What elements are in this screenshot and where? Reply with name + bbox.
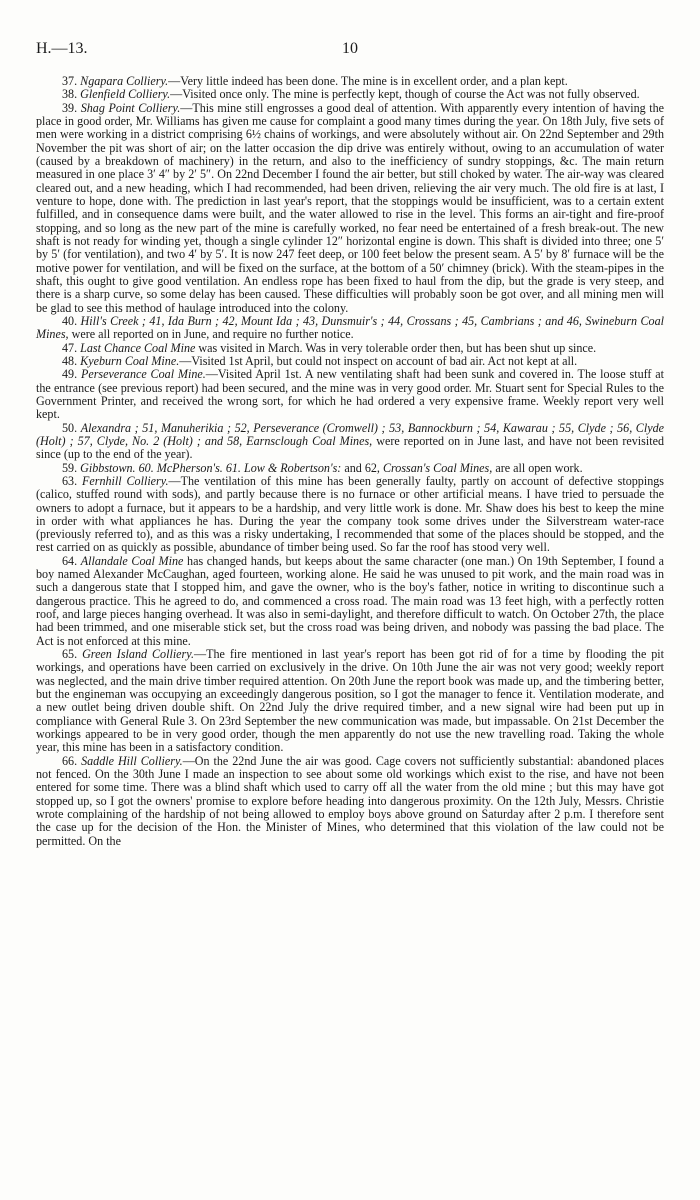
mine-name: Glenfield Colliery. [80,87,171,102]
paragraph-allandale: 64. Allandale Coal Mine has changed hands, but keeps about the same character (one man.) On 19th September, I found a boy named Alexander McCaughan, aged fourteen, working alone. He said he was unused to pit work, and the main road was in such a dangerous state that I stopped him, and gave the owner, who is the boy's father, notice in writing to discontinue such a dangerous practice. This he agreed to do, and commenced a cross road. The main road was 13 feet high, with a perfectly rotten roof, and large pieces hanging overhead. It was also in semi-daylight, and therefore difficult to watch. On October 27th, the place had been trimmed, and one miserable stick set, but the cross road was being driven, and nobody was passing the bad place. The Act is not enforced at this mine. [36,553,664,648]
mine-name: Perseverance Coal Mine. [80,367,206,382]
mine-name: Saddle Hill Colliery. [81,753,183,768]
paragraph-shag-point: 39. Shag Point Colliery.—This mine still engrosses a good deal of attention. With apparently every intention of having the place in good order, Mr. Williams has given me cause for complaint a good many times during the year. On 18th July, five sets of men were working in a district comprising 6½ chains of workings, and were absolutely without air. On 22nd September and 29th November the pit was short of air; on the latter occasion the dip drive was entirely without, owing to an accumulation of water (caused by a breakdown of machinery) in the return, and also to the inefficiency of sundry stoppings, &c. The main return measured in one place 3′ 4″ by 2′ 5″. On 22nd December I found the air better, but still choked by water. The air-way was cleared cleared out, and a new heading, which I had recommended, had been driven, relieving the air very much. The old fire is at last, I venture to hope, done with. The prediction in last year's report, that the stoppings would be insufficient, was to a certain extent fulfilled, and in consequence dams were built, and the water allowed to rise in the level. This forms an air-tight and fire-proof stopping, and so long as the new part of the mine is carefully worked, no fear need be entertained of a fresh break-out. The new shaft is not ready for winding yet, though a single cylinder 12″ horizontal engine is down. This shaft is divided into three; one 5′ by 5′ (for ventilation), and two 4′ by 5′. It is now 247 feet deep, or 100 feet below the present seam. A 5′ by 8′ furnace will be the motive power for ventilation, and will be fixed on the surface, at the bottom of a 50′ chimney (brick). With the steam-pipes in the shaft, this ought to give good ventilation. An endless rope has been fixed to haul from the dip, but the grade is very steep, and there is a sharp curve, so some delay has been caused. These difficulties will probably soon be got over, and all mining men will be glad to see this method of haulage introduced into the colony. [36,100,665,315]
paragraph-kyeburn: 48. Kyeburn Coal Mine.—Visited 1st April, but could not inspect on account of bad air. Act not kept at all. [62,353,578,368]
mine-name: Hill's Creek ; 41, Ida Burn ; 42, Mount Ida ; 43, Dunsmuir's ; 44, Crossans ; 45, Cambrians ; and 46, Swineburn Coal Mines, [36,313,665,342]
page-number: 10 [342,40,358,57]
paragraph-hills-creek-group: 40. Hill's Creek ; 41, Ida Burn ; 42, Mount Ida ; 43, Dunsmuir's ; 44, Crossans ; 45, Cambrians ; and 46, Swineburn Coal Mines, were all reported on in June, and require no further notice. [36,313,665,342]
paragraph-saddle-hill: 66. Saddle Hill Colliery.—On the 22nd June the air was good. Cage covers not sufficiently substantial: abandoned places not fenced. On the 30th June I made an inspection to see about some old workings which exist to the rise, and have not been entered for some time. There was a blind shaft which used to carry off all the water from the old mine ; but this may have got stopped up, so I got the owners' promise to explore before heading into dangerous proximity. On the 12th July, Messrs. Christie wrote complaining of the hardship of not being allowed to employ boys above ground on Saturday after 2 p.m. I therefore sent the case up for the decision of the Hon. the Minister of Mines, who determined that this violation of the law could not be permitted. On the [36,753,664,848]
paragraph-last-chance: 47. Last Chance Coal Mine was visited in March. Was in very tolerable order then, but has been shut up since. [62,340,597,355]
mine-name: Alexandra ; 51, Manuherikia ; 52, Perseverance (Cromwell) ; 53, Bannockburn ; 54, Kawarau ; 55, Clyde ; 56, Clyde (Holt) ; 57, Clyde, No. 2 (Holt) ; and 58, Earnsclough Coal Mines, [36,420,665,448]
paragraph-gibbstown-group: 59. Gibbstown. 60. McPherson's. 61. Low & Robertson's: and 62, Crossan's Coal Mines, are all open work. [62,460,583,475]
report-body [36,75,664,848]
mine-name: Green Island Colliery. [82,647,194,662]
mine-name: Shag Point Colliery. [80,100,181,115]
mine-name: Kyeburn Coal Mine. [80,353,180,368]
mine-name: Gibbstown. 60. McPherson's. 61. Low & Robertson's: [80,460,342,475]
paragraph-alexandra-group: 50. Alexandra ; 51, Manuherikia ; 52, Perseverance (Cromwell) ; 53, Bannockburn ; 54, Kawarau ; 55, Clyde ; 56, Clyde (Holt) ; 57, Clyde, No. 2 (Holt) ; and 58, Earnsclough Coal Mines, were reported on in June last, and have not been revisited since (up to the end of the year). [36,420,665,462]
page-header [36,40,664,64]
mine-name: Crossan's Coal Mines, [382,460,493,475]
paragraph-perseverance: 49. Perseverance Coal Mine.—Visited April 1st. A new ventilating shaft had been sunk and covered in. The loose stuff at the entrance (see previous report) had been secured, and the mine was in very good order. Mr. Stuart sent for Special Rules to the Government Printer, and received the wrong sort, for which he had ordered a very expensive frame. Weekly report very well kept. [36,367,665,422]
paragraph-glenfield: 38. Glenfield Colliery.—Visited once only. The mine is perfectly kept, though of course the Act was not fully observed. [62,87,640,102]
paragraph-green-island: 65. Green Island Colliery.—The fire mentioned in last year's report has been got rid of for a time by flooding the pit workings, and operations have been carried on exclusively in the drive. On 10th June the air was not very good; weekly report was neglected, and the main drive timber required attention. On 20th June the report book was made up, and the timbering better, but the engineman was occupying an exceedingly dangerous position, so I got the manager to fence it. Ventilation moderate, and a new outlet being driven double shift. On 22nd July the drive required timber, and a new signal wire had been put up in compliance with General Rule 3. On 23rd September the new communication was made, but impassable. On 21st December the workings appeared to be in very good order, though the men apparently do not use the new travelling road. Taking the whole year, this mine has been in a satisfactory condition. [36,647,665,755]
mine-name: Allandale Coal Mine [80,553,184,568]
paragraph-fernhill: 63. Fernhill Colliery.—The ventilation of this mine has been generally faulty, partly on account of defective stoppings (calico, stuffed round with sods), and partly because there is no furnace or other artificial means. I have tried to persuade the owners to adopt a furnace, but it appears to be a hardship, and very little work is done. Mr. Shaw does his best to keep the mine in order with what appliances he has. During the year the company took some drives under the Silverstream water-race (previously referred to), and as this was a risky undertaking, I recommended that some of the places should be stopped, and the rest carried on as quickly as possible, abundance of timber being used. So far the roof has stood very well. [36,473,664,555]
paragraph-ngapara: 37. Ngapara Colliery.—Very little indeed has been done. The mine is in excellent order, and a plan kept. [62,74,568,88]
mine-name: Fernhill Colliery. [81,473,169,488]
mine-name: Ngapara Colliery. [80,74,169,88]
document-reference: H.—13. [36,40,88,57]
mine-name: Last Chance Coal Mine [80,340,196,355]
